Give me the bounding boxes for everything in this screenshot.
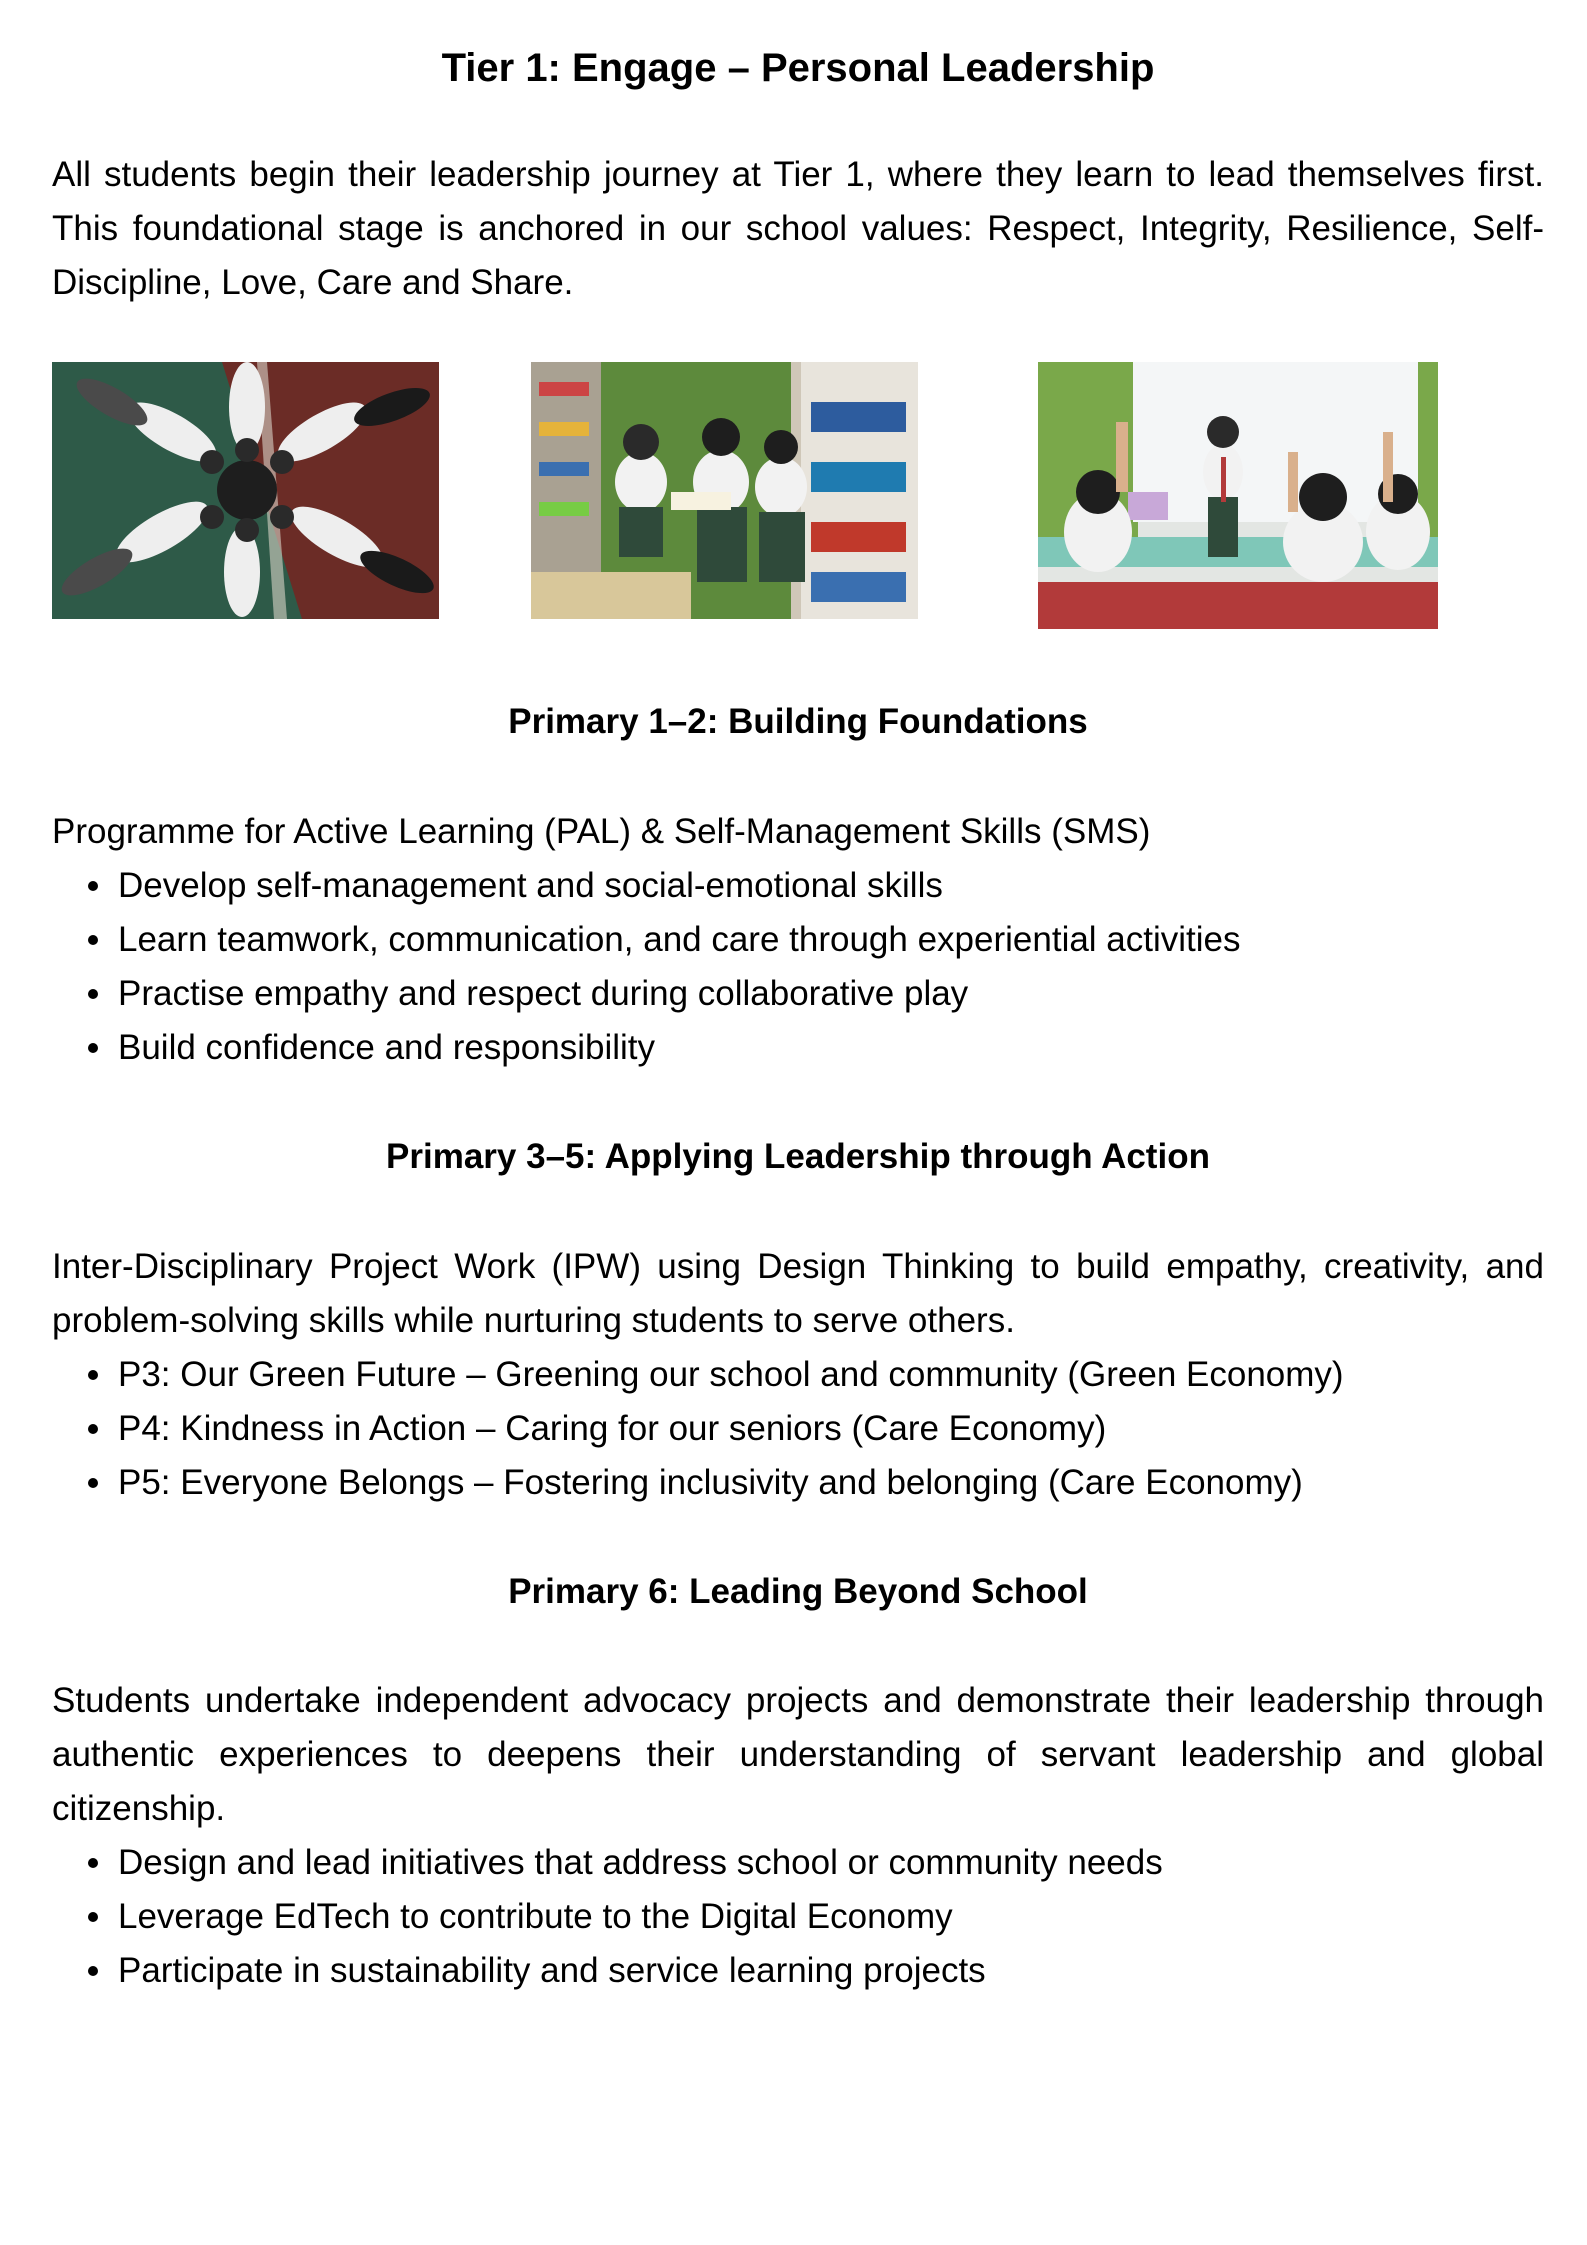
photo-library-reading [531, 362, 918, 619]
intro-paragraph: All students begin their leadership journey at Tier 1, where they learn to lead themselves first. This foundational stage is anchored in our school values: Respect, Integrity, Resilience, Self-Discipline, Love, Care and Share. [52, 155, 1544, 302]
bullet-dot-icon [88, 1912, 98, 1922]
bullet-dot-icon [88, 1858, 98, 1868]
list-item: Practise empathy and respect during collaborative play [52, 967, 1544, 1021]
list-item: Design and lead initiatives that address school or community needs [52, 1836, 1544, 1890]
bullet-dot-icon [88, 989, 98, 999]
page-title: Tier 1: Engage – Personal Leadership [441, 46, 1155, 90]
list-item: Develop self-management and social-emotional skills [52, 859, 1544, 913]
bullet-dot-icon [88, 1966, 98, 1976]
bullet-list-p6 [52, 1836, 1544, 1998]
list-item: Learn teamwork, communication, and care through experiential activities [52, 913, 1544, 967]
photo-classroom-hands [1038, 362, 1438, 629]
list-item: P5: Everyone Belongs – Fostering inclusivity and belonging (Care Economy) [52, 1456, 1544, 1510]
photo-students-circle [52, 362, 439, 619]
bullet-dot-icon [88, 1424, 98, 1434]
bullet-dot-icon [88, 1478, 98, 1488]
list-item: Participate in sustainability and service learning projects [52, 1944, 1544, 1998]
bullet-dot-icon [88, 1370, 98, 1380]
list-item: Build confidence and responsibility [52, 1021, 1544, 1075]
bullet-list-p1-2 [52, 859, 1544, 1075]
section-heading-p3-5: Primary 3–5: Applying Leadership through Action [386, 1137, 1210, 1176]
section-heading-p1-2: Primary 1–2: Building Foundations [508, 702, 1088, 741]
bullet-dot-icon [88, 881, 98, 891]
section-lead-p3-5: Inter-Disciplinary Project Work (IPW) using Design Thinking to build empathy, creativity, and problem-solving skills while nurturing students to serve others. [52, 1247, 1544, 1340]
section-heading-p6: Primary 6: Leading Beyond School [508, 1572, 1088, 1611]
section-lead-p1-2: Programme for Active Learning (PAL) & Self-Management Skills (SMS) [52, 812, 1151, 851]
section-lead-p6: Students undertake independent advocacy projects and demonstrate their leadership through authentic experiences to deepens their understanding of servant leadership and global citizenship. [52, 1681, 1544, 1828]
list-item: P3: Our Green Future – Greening our school and community (Green Economy) [52, 1348, 1544, 1402]
list-item: P4: Kindness in Action – Caring for our seniors (Care Economy) [52, 1402, 1544, 1456]
bullet-dot-icon [88, 935, 98, 945]
bullet-dot-icon [88, 1043, 98, 1053]
bullet-list-p3-5 [52, 1348, 1544, 1510]
list-item: Leverage EdTech to contribute to the Digital Economy [52, 1890, 1544, 1944]
